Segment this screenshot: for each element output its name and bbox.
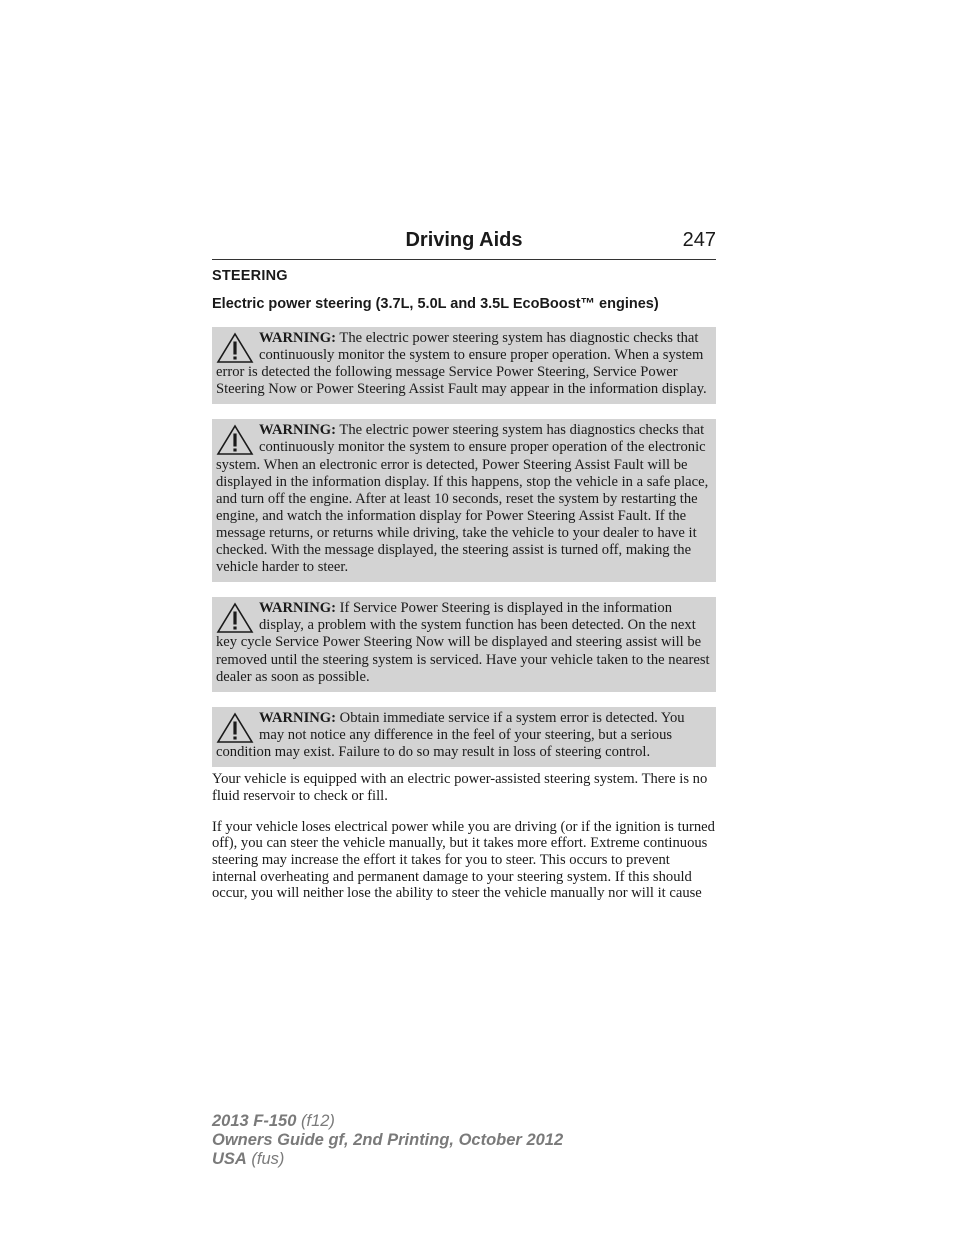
warning-triangle-icon [216,332,254,364]
warning-label: WARNING: [259,600,337,617]
warning-text: If Service Power Steering is displayed in the information display, a problem with the system function has been detected. On the next key cycle Service Power Steering Now will be displayed and steering assist will be removed until the steering system is serviced. Have your vehicle taken to the nearest dealer as soon as possible. [216,600,710,685]
footer-line-model [212,1112,563,1131]
warning-label: WARNING: [259,709,337,726]
chapter-title: Driving Aids [405,229,523,251]
warning-triangle-icon [216,424,254,456]
footer-line-market [212,1150,563,1169]
footer-market: USA [212,1150,247,1168]
warning-text: Obtain immediate service if a system error is detected. You may not notice any difference in the feel of your steering, but a serious condition may exist. Failure to do so may result in loss of steering control. [216,709,685,760]
page-number: 247 [682,229,716,251]
section-title: STEERING [212,268,288,284]
page-content [212,228,716,916]
footer-model-code: (f12) [296,1112,335,1130]
warning-box [212,327,716,404]
page-header [212,228,716,260]
warning-text: The electric power steering system has diagnostics checks that continuously monitor the system to ensure proper operation of the electronic system. When an electronic error is detected, Power Steering Assist Fault will be displayed in the information display. If this happens, stop the vehicle in a safe place, and turn off the engine. After at least 10 seconds, reset the system by restarting the engine, and watch the information display for Power Steering Assist Fault. If the message returns, or returns while driving, take the vehicle to your dealer to have it checked. With the message displayed, the steering assist is turned off, making the vehicle harder to steer. [216,422,709,576]
warning-box [212,419,716,582]
warning-triangle-icon [216,602,254,634]
body-paragraph: Your vehicle is equipped with an electric power-assisted steering system. There is no fluid reservoir to check or fill. [212,770,708,804]
page-footer [212,1112,563,1169]
body-paragraph: If your vehicle loses electrical power while you are driving (or if the ignition is turned off), you can steer the vehicle manually, but it takes more effort. Extreme continuous steering may increase the effort it takes for you to steer. This occurs to prevent internal overheating and permanent damage to your steering system. If this should occur, you will neither lose the ability to steer the vehicle manually nor will it cause [212,818,715,902]
subsection-title: Electric power steering (3.7L, 5.0L and 3.5L EcoBoost™ engines) [212,296,659,312]
footer-market-code: (fus) [246,1150,285,1168]
footer-line-guide [212,1131,563,1150]
warning-label: WARNING: [259,422,337,439]
warning-box [212,597,716,691]
footer-model: 2013 F-150 [212,1112,297,1130]
warning-box [212,707,716,767]
warning-text: The electric power steering system has diagnostic checks that continuously monitor the system to ensure proper operation. When a system error is detected the following message Service Power Steering, Service Power Steering Now or Power Steering Assist Fault may appear in the information display. [216,330,707,398]
footer-guide: Owners Guide gf, 2nd Printing, October 2012 [212,1131,564,1149]
warning-label: WARNING: [259,330,337,346]
warning-triangle-icon [216,712,254,744]
